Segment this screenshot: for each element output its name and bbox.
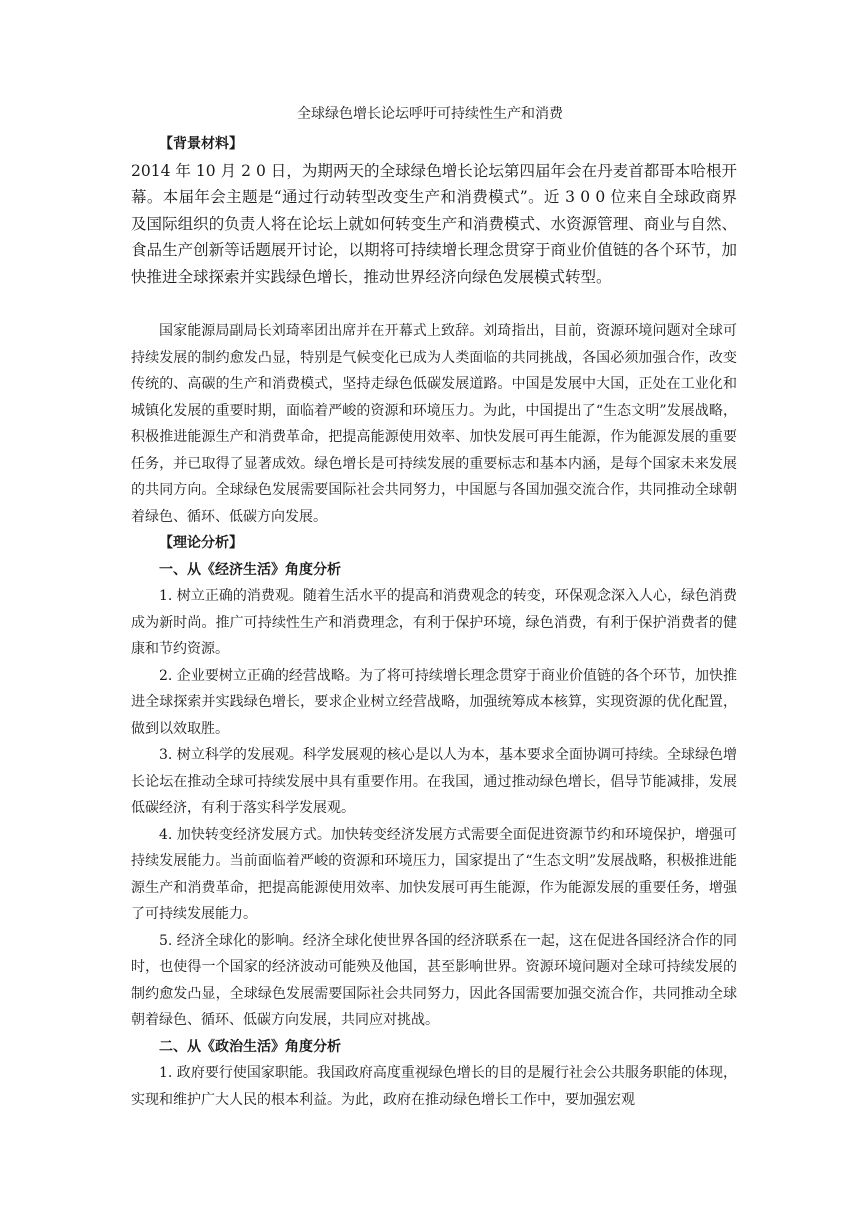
background-section (131, 131, 737, 290)
section-1-item: 5. 经济全球化的影响。经济全球化使世界各国的经济联系在一起，这在促进各国经济合作的同时，也使得一个国家的经济波动可能殃及他国，甚至影响世界。资源环境问题对全球可持续发展的制约愈发凸显，全球绿色发展需要国际社会共同努力，因此各国需要加强交流合作，共同推动全球朝着绿色、循环、低碳方向发展，共同应对挑战。 (131, 932, 737, 1028)
background-paragraph-2: 国家能源局副局长刘琦率团出席并在开幕式上致辞。刘琦指出，目前，资源环境问题对全球可持续发展的制约愈发凸显，特别是气候变化已成为人类面临的共同挑战，各国必须加强合作，改变传统的、高碳的生产和消费模式，坚持走绿色低碳发展道路。中国是发展中大国，正处在工业化和城镇化发展的重要时期，面临着严峻的资源和环境压力。为此，中国提出了“生态文明”发展战略，积极推进能源生产和消费革命，把提高能源使用效率、加快发展可再生能源，作为能源发展的重要任务，并已取得了显著成效。绿色增长是可持续发展的重要标志和基本内涵，是每个国家未来发展的共同方向。全球绿色发展需要国际社会共同努力，中国愿与各国加强交流合作，共同推动全球朝着绿色、循环、低碳方向发展。 (131, 323, 737, 525)
section-1-item: 4. 加快转变经济发展方式。加快转变经济发展方式需要全面促进资源节约和环境保护，增强可持续发展能力。当前面临着严峻的资源和环境压力，国家提出了“生态文明”发展战略，积极推进能源生产和消费革命，把提高能源使用效率、加快发展可再生能源，作为能源发展的重要任务，增强了可持续发展能力。 (131, 826, 737, 922)
theory-tag: 【理论分析】 (159, 535, 243, 551)
section-2-heading: 二、从《政治生活》角度分析 (159, 1038, 341, 1055)
section-2-item: 1. 政府要行使国家职能。我国政府高度重视绿色增长的目的是履行社会公共服务职能的体现，实现和维护广大人民的根本利益。为此，政府在推动绿色增长工作中，要加强宏观 (131, 1065, 737, 1108)
background-tag: 【背景材料】 (159, 136, 243, 152)
section-1-item: 1. 树立正确的消费观。随着生活水平的提高和消费观念的转变，环保观念深入人心，绿色消费成为新时尚。推广可持续性生产和消费理念，有利于保护环境，绿色消费，有利于保护消费者的健康和节约资源。 (131, 588, 737, 657)
document-title: 全球绿色增长论坛呼吁可持续性生产和消费 (297, 106, 563, 122)
section-1-item: 2. 企业要树立正确的经营战略。为了将可持续增长理念贯穿于商业价值链的各个环节，加快推进全球探索并实践绿色增长，要求企业树立经营战略，加强统筹成本核算，实现资源的优化配置，做到以效取胜。 (131, 667, 737, 737)
body-section (131, 318, 737, 1113)
section-1-heading: 一、从《经济生活》角度分析 (159, 561, 341, 578)
background-paragraph-1: 2014 年 10 月 2 0 日，为期两天的全球绿色增长论坛第四届年会在丹麦首都哥本哈根开幕。本届年会主题是“通过行动转型改变生产和消费模式”。近 3 0 0 位来自全球政商界及国际组织的负责人将在论坛上就如何转变生产和消费模式、水资源管理、商业与自然、食品生产创新等话题展开讨论，以期将可持续增长理念贯穿于商业价值链的各个环节，加快推进全球探索并实践绿色增长，推动世界经济向绿色发展模式转型。 (131, 161, 737, 286)
section-1-item: 3. 树立科学的发展观。科学发展观的核心是以人为本，基本要求全面协调可持续。全球绿色增长论坛在推动全球可持续发展中具有重要作用。在我国，通过推动绿色增长，倡导节能减排，发展低碳经济，有利于落实科学发展观。 (131, 747, 737, 816)
